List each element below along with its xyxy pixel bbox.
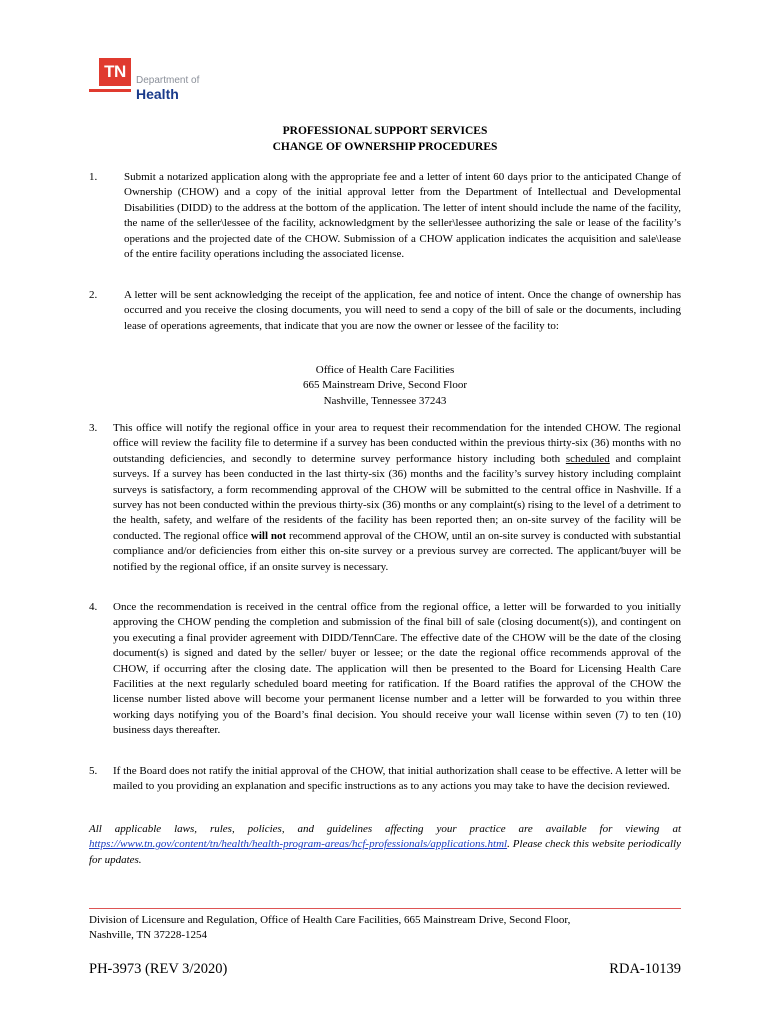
page-title (0, 124, 770, 155)
item-text: If the Board does not ratify the initial approval of the CHOW, that initial authorization shall cease to be effective. A letter will be mailed to you providing an explanation and specific instructions as to any actions you may take to have the decision reviewed. (113, 765, 681, 793)
item-text: Submit a notarized application along with the appropriate fee and a letter of intent 60 days prior to the anticipated Change of Ownership (CHOW) and a copy of the initial approval letter from the Department of Intellectual and Developmental Disabilities (DIDD) to the address at the bottom of the application. The letter of intent should include the name of the facility, the name of the seller\lessee of the facility, acknowledgment by the seller\lessee authorizing the sale or lease of the facility’s operations and the projected date of the CHOW. Submission of a CHOW application indicates the acquisition and sale\lease of the entire facility operations including the associated license. (124, 171, 681, 261)
applications-link[interactable]: https://www.tn.gov/content/tn/health/health-program-areas/hcf-professionals/applications.html (89, 838, 508, 851)
tn-health-logo (89, 56, 201, 102)
item-number: 5. (89, 765, 98, 777)
logo-health-text: Health (136, 86, 179, 102)
bold-term: will not (250, 529, 287, 542)
rda-number: RDA-10139 (609, 961, 681, 977)
item-number: 1. (89, 171, 98, 183)
item-text (113, 421, 681, 575)
logo-underline (89, 89, 131, 92)
footer-address (89, 913, 681, 944)
logo-department-text: Department of (136, 75, 200, 86)
item-text-part: and complaint surveys. If a survey has been conducted in the last thirty-six (36) months and the facility’s survey history including complaint surveys is satisfactory, a form recommending approval of the CHOW will be submitted to the central office in Nashville. If a survey has not been conducted within the previous thirty-six (36) months or any complaint(s) rising to the level of a detriment to the health, safety, and welfare of the residents of the facility has been reported then; an on-site survey of the facility will be conducted. The regional office (113, 452, 681, 542)
address-line-1: Office of Health Care Facilities (315, 364, 455, 376)
title-line-2: CHANGE OF OWNERSHIP PROCEDURES (272, 140, 498, 153)
address-line-3: Nashville, Tennessee 37243 (323, 394, 447, 407)
form-number: PH-3973 (REV 3/2020) (89, 961, 228, 977)
tn-logo-mark: TN (99, 58, 131, 86)
procedure-item-4 (89, 600, 681, 739)
address-line-2: 665 Mainstream Drive, Second Floor (302, 379, 468, 392)
item-text: Once the recommendation is received in the central office from the regional office, a letter will be forwarded to you initially approving the CHOW pending the completion and submission of the final bill of sale (closing document(s)), and contingent on you executing a final provider agreement with DIDD/TennCare. The effective date of the CHOW will be the date of the closing document(s) is signed and dated by the seller/ buyer or lessee; or the date the regional office recommends approval of the CHOW, if occurring after the closing date. The application will then be presented to the Board for Licensing Health Care Facilities at the next regularly scheduled board meeting for ratification. If the Board ratifies the approval of the CHOW the license number listed above will become your permanent license number and a letter will be forwarded to you within three working days notifying you of the Board’s final decision. You should receive your wall license within seven (7) to ten (10) business days thereafter. (113, 601, 681, 737)
underlined-term: scheduled (565, 452, 610, 465)
item-text: A letter will be sent acknowledging the receipt of the application, fee and notice of intent. Once the change of ownership has occurred and you receive the closing documents, you will need to send a copy of the bill of sale or the documents, including lease of operations agreements, that indicate that you are now the owner or lessee of the facility to: (124, 289, 681, 332)
regulations-notice (89, 822, 681, 868)
procedure-item-2 (89, 288, 681, 334)
item-number: 3. (89, 422, 98, 434)
item-number: 2. (89, 289, 98, 301)
footer-line-2: Nashville, TN 37228-1254 (89, 929, 208, 942)
procedure-item-5 (89, 764, 681, 795)
notice-text: All applicable laws, rules, policies, and guidelines affecting your practice are available for viewing at (89, 823, 681, 835)
item-text-part: recommend approval of the CHOW, until an on-site survey is conducted with substantial compliance and/or deficiencies from either this on-site survey or a previous survey are corrected. The applicant/buyer will be notified by the regional office, if an onsite survey is necessary. (113, 529, 681, 573)
title-line-1: PROFESSIONAL SUPPORT SERVICES (282, 125, 488, 137)
item-number: 4. (89, 601, 98, 613)
footer-divider (89, 908, 681, 909)
footer-line-1: Division of Licensure and Regulation, Office of Health Care Facilities, 665 Mainstream Drive, Second Floor, (89, 914, 571, 926)
mailing-address (0, 363, 770, 409)
notice-text: . Please check this website periodically for updates. (89, 838, 681, 866)
procedure-item-1 (89, 170, 681, 262)
procedure-item-3 (89, 421, 681, 575)
item-text-part: This office will notify the regional office in your area to request their recommendation for the intended CHOW. The regional office will review the facility file to determine if a survey has been conducted within the previous thirty-six (36) months with no outstanding deficiencies, and secondly to determine survey performance history including both (113, 422, 681, 465)
